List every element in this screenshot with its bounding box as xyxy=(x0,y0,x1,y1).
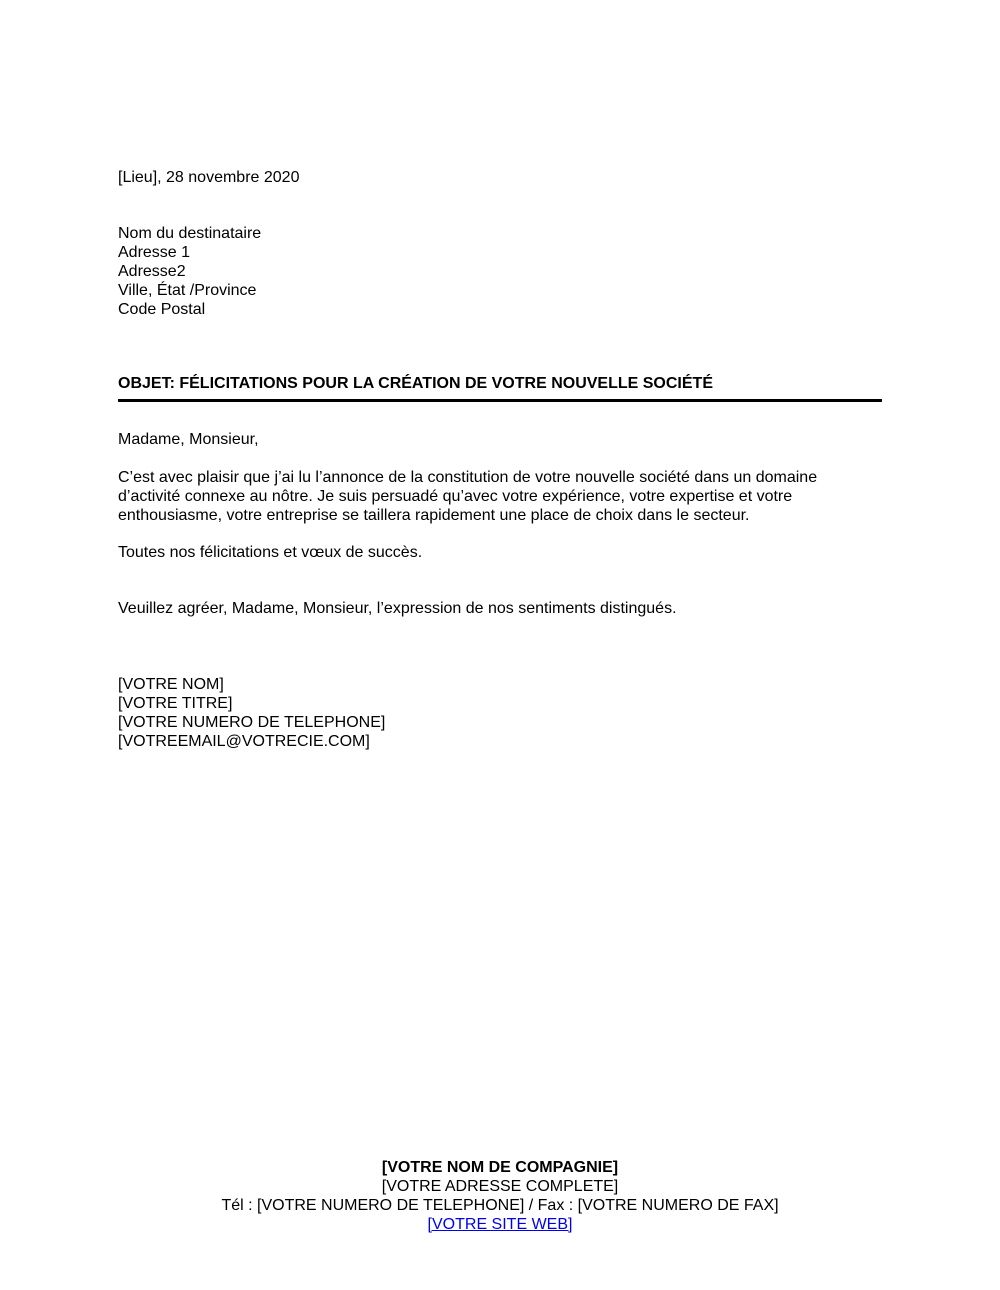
footer-contact: Tél : [VOTRE NUMERO DE TELEPHONE] / Fax : [VOTRE NUMERO DE FAX] xyxy=(221,1197,779,1214)
salutation: Madame, Monsieur, xyxy=(118,431,259,448)
footer-company-name: [VOTRE NOM DE COMPAGNIE] xyxy=(381,1159,619,1176)
body-paragraph-1-line: C’est avec plaisir que j’ai lu l’annonce de la constitution de votre nouvelle société dans un domaine xyxy=(118,469,818,486)
date-line: [Lieu], 28 novembre 2020 xyxy=(118,169,300,186)
recipient-address-2: Adresse2 xyxy=(118,263,186,280)
letter-footer xyxy=(0,1158,1000,1234)
recipient-name: Nom du destinataire xyxy=(118,225,262,242)
body-paragraph-1 xyxy=(118,468,817,525)
footer-address: [VOTRE ADRESSE COMPLETE] xyxy=(381,1178,619,1195)
recipient-address-block xyxy=(118,224,261,319)
subject-divider xyxy=(118,399,882,402)
body-paragraph-1-line: d’activité connexe au nôtre. Je suis persuadé qu’avec votre expérience, votre expertise et votre xyxy=(118,488,793,505)
closing-formula: Veuillez agréer, Madame, Monsieur, l’expression de nos sentiments distingués. xyxy=(118,600,677,617)
signature-email: [VOTREEMAIL@VOTRECIE.COM] xyxy=(118,733,370,750)
signature-name: [VOTRE NOM] xyxy=(118,676,224,693)
footer-website-link[interactable]: [VOTRE SITE WEB] xyxy=(427,1216,573,1233)
recipient-city-state: Ville, État /Province xyxy=(118,282,257,299)
body-paragraph-1-line: enthousiasme, votre entreprise se taillera rapidement une place de choix dans le secteur. xyxy=(118,507,750,524)
signature-title: [VOTRE TITRE] xyxy=(118,695,233,712)
signature-phone: [VOTRE NUMERO DE TELEPHONE] xyxy=(118,714,386,731)
recipient-postal-code: Code Postal xyxy=(118,301,206,318)
subject-line: OBJET: FÉLICITATIONS POUR LA CRÉATION DE VOTRE NOUVELLE SOCIÉTÉ xyxy=(118,375,713,392)
signature-block xyxy=(118,675,385,751)
body-paragraph-2: Toutes nos félicitations et vœux de succès. xyxy=(118,544,423,561)
recipient-address-1: Adresse 1 xyxy=(118,244,191,261)
footer-website-row xyxy=(0,1215,1000,1234)
